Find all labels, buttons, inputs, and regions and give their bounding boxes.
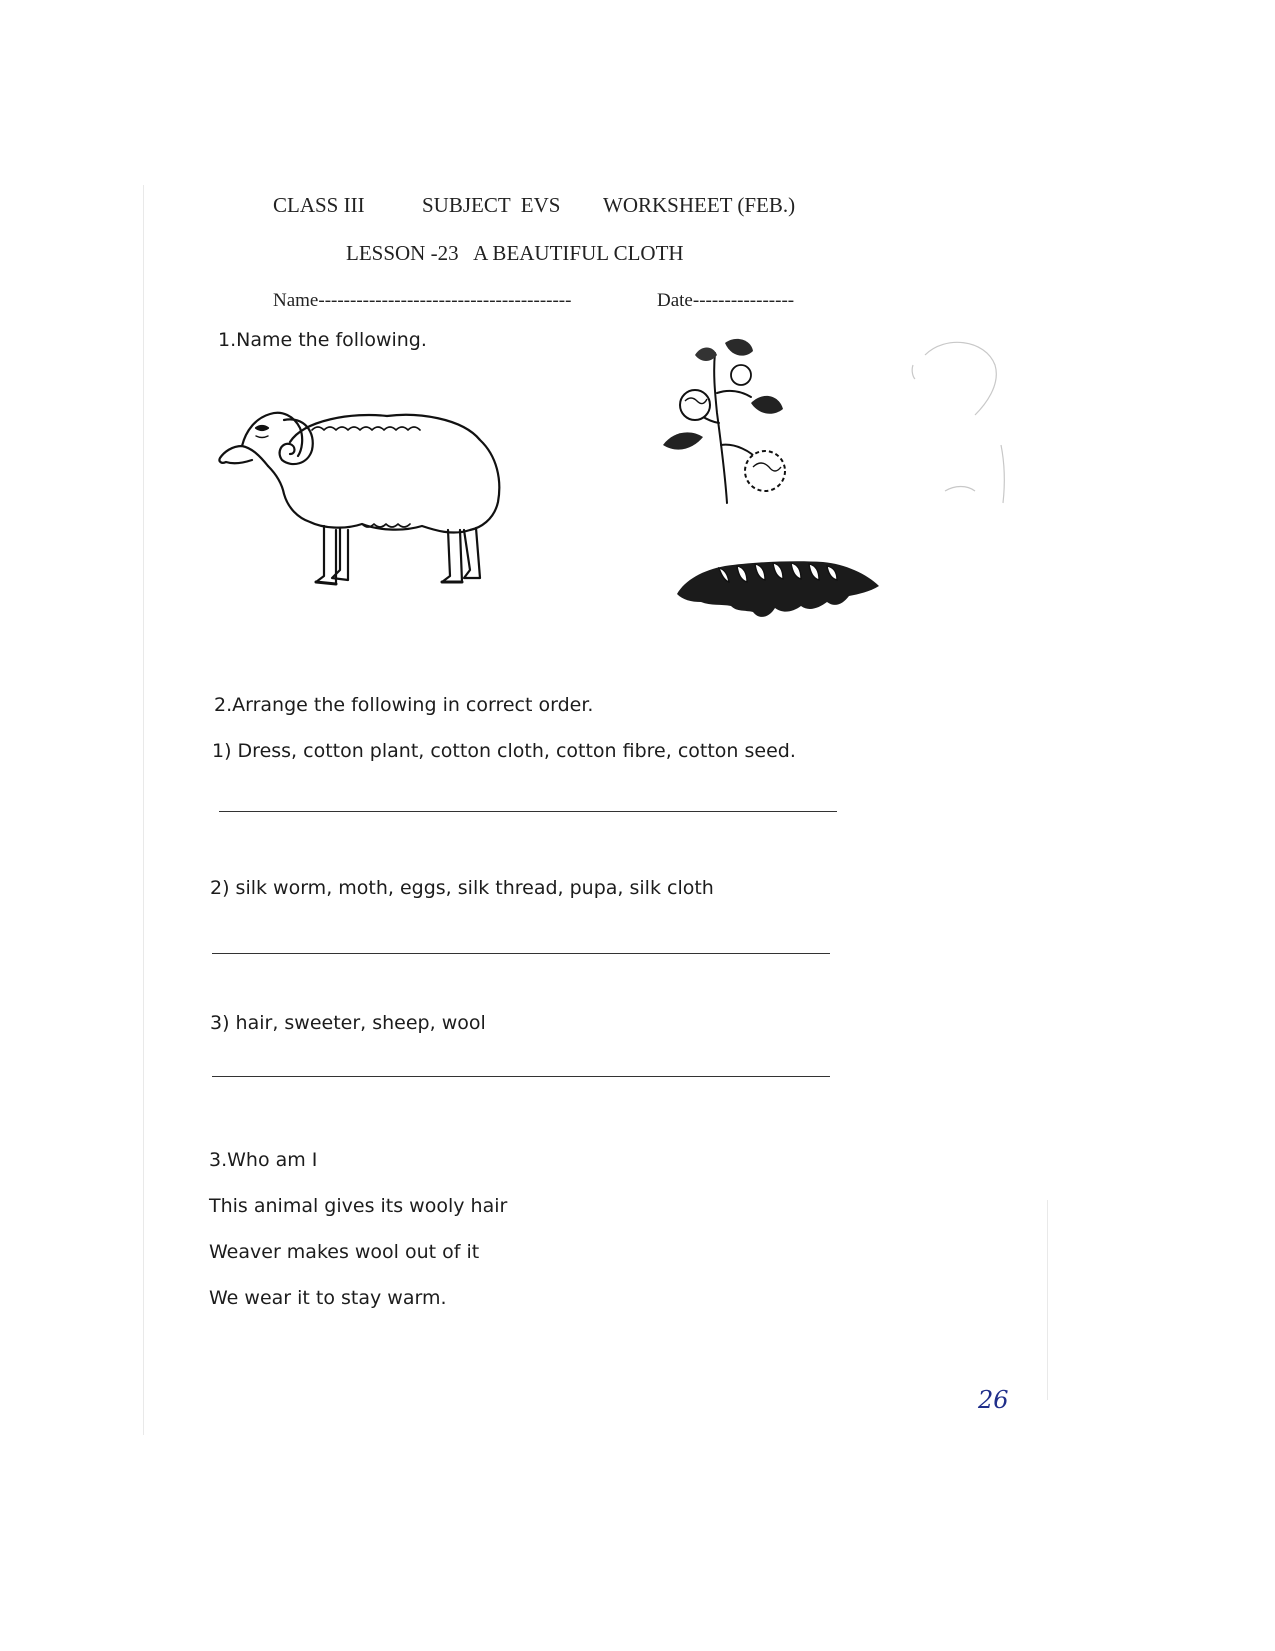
subject-label: SUBJECT EVS — [422, 193, 561, 217]
page-number: 26 — [978, 1386, 1009, 1414]
lesson-title: LESSON -23 A BEAUTIFUL CLOTH — [346, 241, 684, 265]
q2-answer-line-1[interactable] — [219, 811, 837, 812]
q3-heading: 3.Who am I — [209, 1149, 318, 1171]
q2-answer-line-2[interactable] — [212, 953, 830, 954]
scan-edge-left — [143, 185, 144, 1435]
name-field: Name---------------------------------------- — [273, 290, 572, 311]
pencil-trace — [905, 335, 1025, 535]
q3-line-1: This animal gives its wooly hair — [209, 1195, 508, 1217]
worksheet-label: WORKSHEET (FEB.) — [603, 193, 796, 217]
q2-heading: 2.Arrange the following in correct order. — [214, 694, 594, 716]
class-label: CLASS III — [273, 193, 365, 217]
q2-item-1: 1) Dress, cotton plant, cotton cloth, cotton fibre, cotton seed. — [212, 740, 796, 762]
date-field: Date---------------- — [657, 290, 795, 311]
q2-item-2: 2) silk worm, moth, eggs, silk thread, pupa, silk cloth — [210, 877, 714, 899]
silkworm-illustration — [673, 548, 883, 623]
q2-answer-line-3[interactable] — [212, 1076, 830, 1077]
q2-item-3: 3) hair, sweeter, sheep, wool — [210, 1012, 486, 1034]
sheep-illustration — [212, 390, 512, 600]
q3-line-3: We wear it to stay warm. — [209, 1287, 447, 1309]
q3-line-2: Weaver makes wool out of it — [209, 1241, 480, 1263]
scan-edge-right — [1047, 1200, 1048, 1400]
cotton-plant-illustration — [655, 333, 805, 508]
q1-heading: 1.Name the following. — [218, 329, 427, 351]
